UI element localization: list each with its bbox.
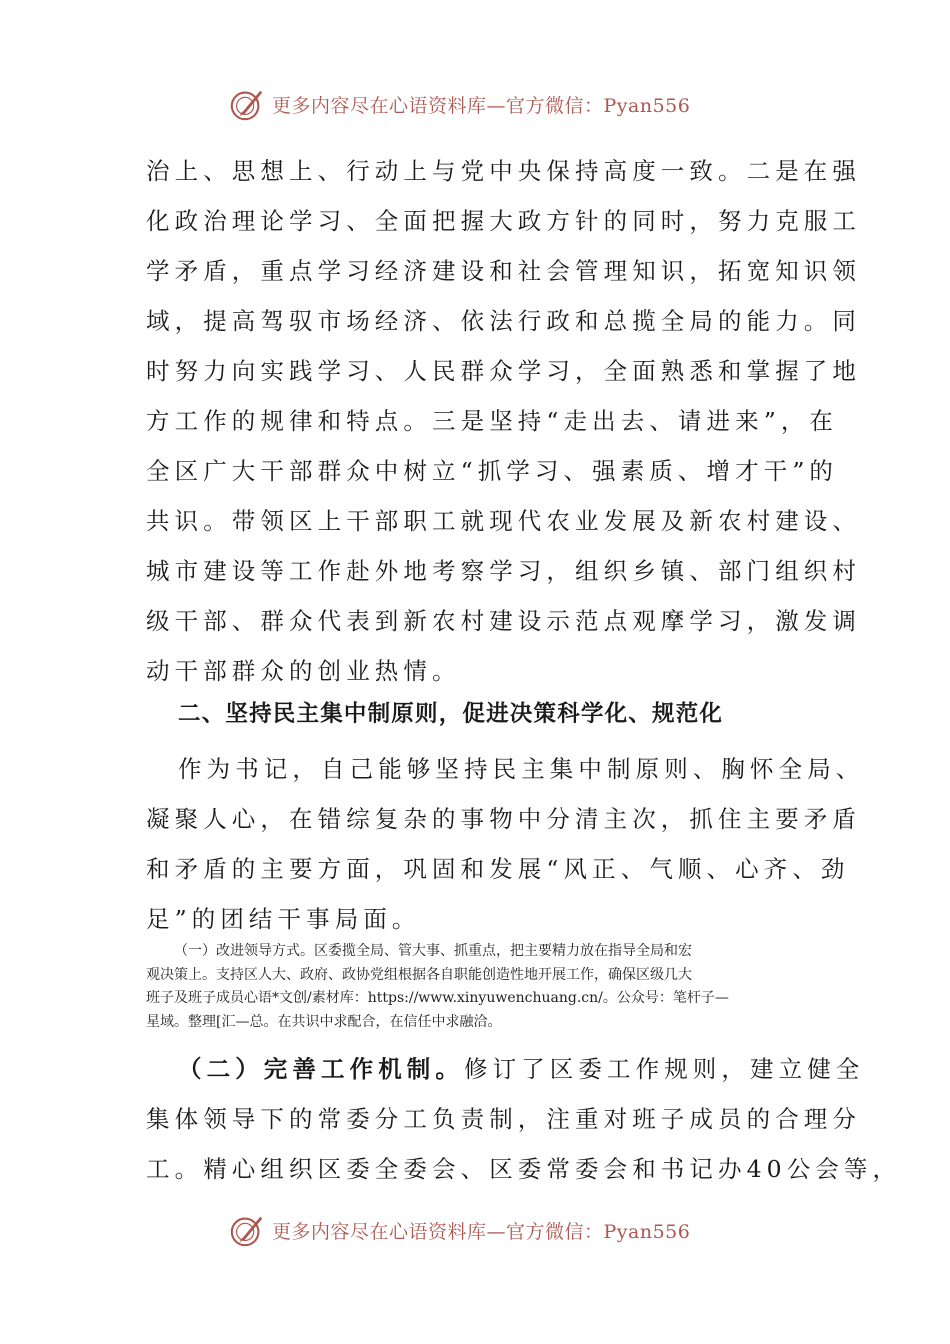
note-line: （一）改进领导方式。区委揽全局、管大事、抓重点，把主要精力放在指导全局和宏 <box>174 943 692 959</box>
quill-logo-icon <box>228 85 266 123</box>
text-line: 学矛盾，重点学习经济建设和社会管理知识，拓宽知识领 <box>146 257 861 285</box>
banner-text: 更多内容尽在心语资料库—官方微信：Pyan556 <box>272 1220 691 1243</box>
header-banner <box>228 82 690 126</box>
footer-banner <box>228 1208 690 1252</box>
text-line: 时努力向实践学习、人民群众学习，全面熟悉和掌握了地 <box>146 357 861 385</box>
paragraph-3 <box>146 1044 902 1194</box>
text-line: 凝聚人心，在错综复杂的事物中分清主次，抓住主要矛盾 <box>146 805 861 833</box>
note-block <box>146 940 816 1034</box>
subheading-lead: （二）完善工作机制。 <box>178 1055 464 1083</box>
text-line: 治上、思想上、行动上与党中央保持高度一致。二是在强 <box>146 157 861 185</box>
text-line: 和矛盾的主要方面，巩固和发展“风正、气顺、心齐、劲 <box>146 855 850 883</box>
text-line: 级干部、群众代表到新农村建设示范点观摩学习，激发调 <box>146 607 861 635</box>
section-heading: 二、坚持民主集中制原则，促进决策科学化、规范化 <box>178 701 724 727</box>
text-line <box>146 1044 865 1094</box>
note-line: 班子及班子成员心语*文创/素材库：https://www.xinyuwenchuang.cn/。公众号：笔杆子— <box>146 990 729 1006</box>
quill-logo-icon <box>228 1211 266 1249</box>
text-line: 共识。带领区上干部职工就现代农业发展及新农村建设、 <box>146 507 861 535</box>
text-line: 全区广大干部群众中树立“抓学习、强素质、增才干”的 <box>146 457 839 485</box>
text-line: 方工作的规律和特点。三是坚持“走出去、请进来”，在 <box>146 407 839 435</box>
text-line: 工。精心组织区委全委会、区委常委会和书记办40公会等， <box>146 1155 902 1183</box>
paragraph-2 <box>146 744 865 944</box>
note-line: 星域。整理[汇—总。在共识中求配合，在信任中求融洽。 <box>146 1013 502 1030</box>
text-line: 动干部群众的创业热情。 <box>146 657 461 685</box>
note-line: 观决策上。支持区人大、政府、政协党组根据各自职能创造性地开展工作，确保区级几大 <box>146 966 692 983</box>
text-line: 化政治理论学习、全面把握大政方针的同时，努力克服工 <box>146 207 861 235</box>
text-line: 集体领导下的常委分工负责制，注重对班子成员的合理分 <box>146 1105 861 1133</box>
text-run: 修订了区委工作规则，建立健全 <box>464 1055 865 1083</box>
text-line: 作为书记，自己能够坚持民主集中制原则、胸怀全局、 <box>178 755 865 783</box>
text-line: 域，提高驾驭市场经济、依法行政和总揽全局的能力。同 <box>146 307 861 335</box>
text-line: 城市建设等工作赴外地考察学习，组织乡镇、部门组织村 <box>146 557 861 585</box>
paragraph-1 <box>146 146 861 696</box>
banner-text: 更多内容尽在心语资料库—官方微信：Pyan556 <box>272 94 691 117</box>
text-line: 足”的团结干事局面。 <box>146 905 421 933</box>
